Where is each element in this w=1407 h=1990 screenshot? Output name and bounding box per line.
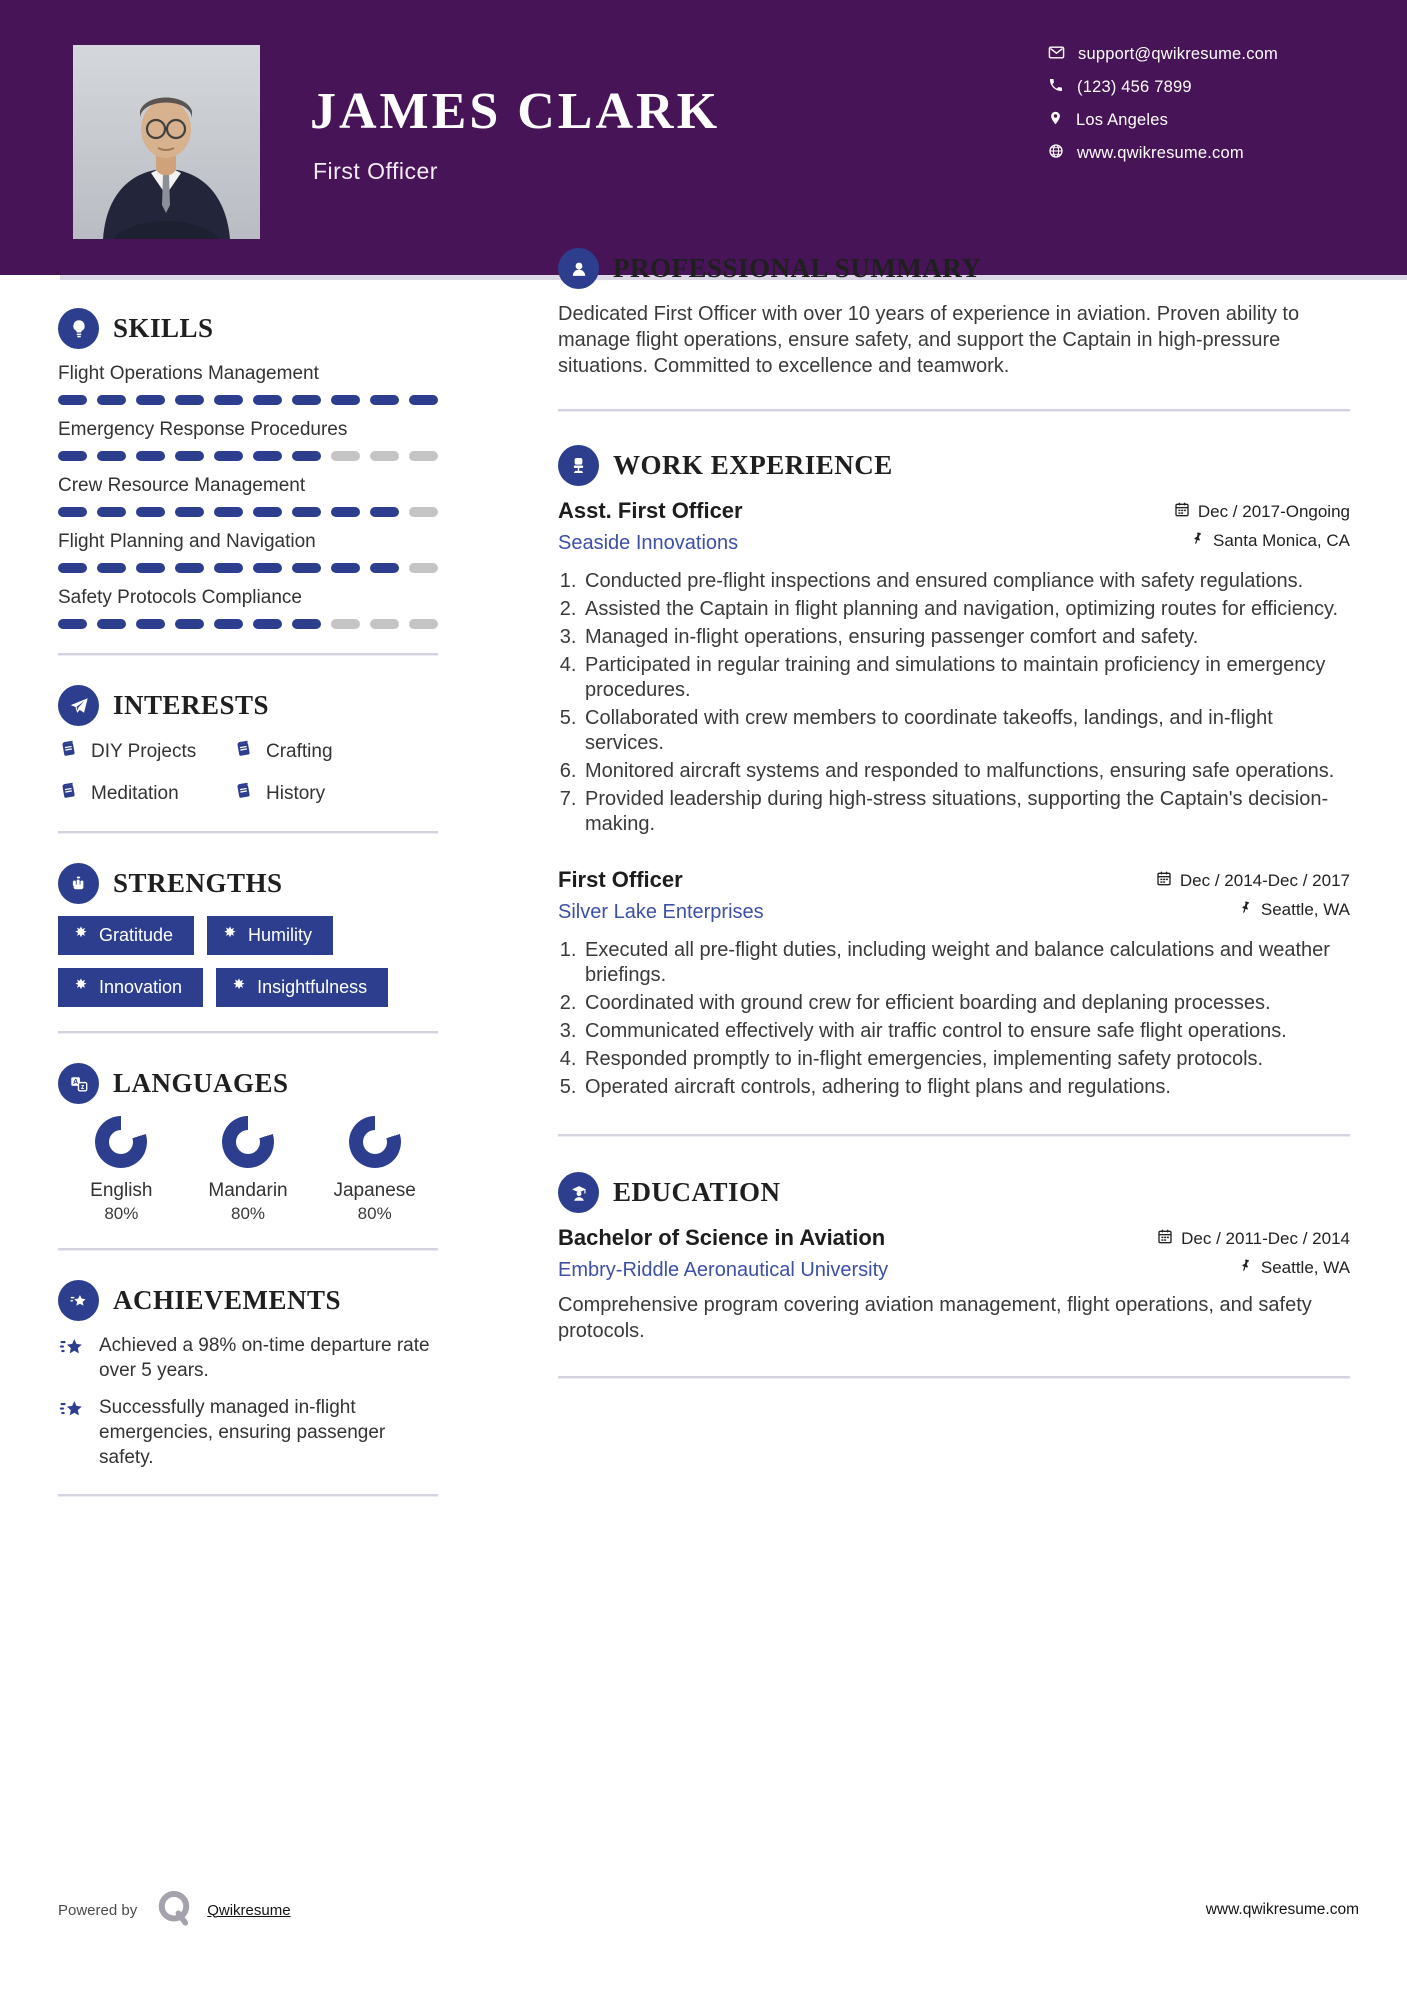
skill-item [58,586,438,629]
skill-dash-filled [136,451,165,461]
job-dates [1156,870,1350,891]
strength-label: Gratitude [99,925,174,945]
education-dates-text: Dec / 2011-Dec / 2014 [1181,1228,1350,1248]
book-icon [58,780,79,807]
section-achievements [58,1280,438,1496]
skill-level-bar [58,507,438,517]
svg-text:A: A [72,1076,78,1086]
language-donut-chart [349,1116,401,1168]
language-donut-chart [222,1116,274,1168]
job-entry [558,498,1350,837]
interest-label: Crafting [266,740,333,762]
section-summary [558,248,1350,411]
phone-icon [1048,77,1064,98]
skill-dash-filled [253,451,282,461]
skill-dash-filled [214,619,243,629]
qwikresume-logo-icon [153,1887,195,1934]
skill-dash-filled [58,395,87,405]
skill-dash-filled [214,451,243,461]
job-bullet: 3. Communicated effectively with air traffic control to ensure safe flight operations. [582,1019,1350,1044]
skills-list [58,362,438,629]
translate-icon [58,1063,99,1104]
interest-item [58,780,233,807]
jobs-list [558,498,1350,1100]
language-item [185,1116,312,1224]
skill-label: Crew Resource Management [58,475,306,496]
contact-email-text: support@qwikresume.com [1078,45,1278,63]
job-dates [1174,501,1350,522]
office-chair-icon [558,445,599,486]
skill-dash-empty [409,563,438,573]
skill-dash-empty [370,451,399,461]
skill-dash-filled [97,507,126,517]
language-item [58,1116,185,1224]
job-bullet: 4. Participated in regular training and simulations to maintain proficiency in emergency procedures. [582,653,1350,703]
skill-dash-empty [331,451,360,461]
achievements-list [58,1333,438,1470]
book-icon [233,780,254,807]
education-entry [558,1225,1350,1344]
achievement-item [58,1395,438,1470]
contact-location-text: Los Angeles [1076,111,1169,129]
skill-label: Flight Operations Management [58,363,319,384]
shooting-star-icon [58,1333,85,1383]
skills-heading: SKILLS [113,313,214,343]
language-donut-chart [95,1116,147,1168]
skill-dash-filled [214,395,243,405]
skill-dash-filled [292,563,321,573]
contact-phone[interactable] [1048,78,1278,97]
calendar-icon [1156,870,1172,891]
location-icon [1048,110,1063,131]
skill-level-bar [58,451,438,461]
skill-dash-filled [214,563,243,573]
strength-badge [58,916,194,955]
skill-dash-filled [253,619,282,629]
section-skills [58,308,438,655]
skill-dash-filled [97,563,126,573]
job-location-text: Santa Monica, CA [1212,531,1350,550]
education-heading: EDUCATION [613,1177,781,1207]
sidebar [58,308,438,1526]
strength-label: Insightfulness [257,977,368,997]
job-company-link[interactable]: Seaside Innovations [558,532,739,554]
interest-item [58,738,233,765]
job-bullets [558,569,1350,837]
graduate-icon [558,1172,599,1213]
contact-list [1048,45,1278,177]
language-percent: 80% [357,1204,392,1223]
footer-url-link[interactable]: www.qwikresume.com [1205,1901,1359,1918]
achievement-text: Achieved a 98% on-time departure rate over 5 years. [99,1335,430,1381]
contact-email[interactable] [1048,45,1278,64]
job-bullet: 2. Coordinated with ground crew for efficient boarding and deplaning processes. [582,991,1350,1016]
globe-icon [1048,143,1064,164]
language-name: Japanese [333,1180,416,1201]
portrait-image [73,45,260,239]
interest-item [233,738,438,765]
skill-dash-filled [97,619,126,629]
skill-dash-filled [58,619,87,629]
interests-heading: INTERESTS [113,690,270,720]
summary-text: Dedicated First Officer with over 10 years of experience in aviation. Proven ability to manage flight operations, ensure safety, and support the Captain in high-pressure situations. Committed to excellence and teamwork. [558,303,1300,377]
contact-phone-text: (123) 456 7899 [1077,78,1192,96]
divider [58,831,438,833]
section-strengths [58,863,438,1033]
pushpin-icon [1238,900,1253,920]
divider [58,1248,438,1250]
skill-level-bar [58,619,438,629]
skill-dash-filled [253,507,282,517]
job-bullet: 1. Conducted pre-flight inspections and ensured compliance with safety regulations. [582,569,1350,594]
pushpin-icon [1190,531,1205,551]
skill-dash-filled [136,507,165,517]
skill-dash-filled [214,507,243,517]
job-dates-text: Dec / 2014-Dec / 2017 [1179,870,1350,890]
job-bullet: 6. Monitored aircraft systems and responded to malfunctions, ensuring safe operations. [582,759,1350,784]
paper-plane-icon [58,685,99,726]
job-company-link[interactable]: Silver Lake Enterprises [558,901,764,923]
education-description: Comprehensive program covering aviation management, flight operations, and safety protocols. [558,1294,1312,1342]
skill-dash-filled [292,507,321,517]
job-bullet: 5. Operated aircraft controls, adhering to flight plans and regulations. [582,1075,1350,1100]
person-icon [558,248,599,289]
section-languages [58,1063,438,1250]
interest-label: Meditation [91,782,179,804]
strength-label: Humility [248,925,313,945]
section-education [558,1172,1350,1378]
skill-dash-filled [409,395,438,405]
skill-item [58,362,438,405]
language-percent: 80% [230,1204,266,1223]
interest-item [233,780,438,807]
divider [58,1494,438,1496]
lightbulb-icon [58,308,99,349]
job-dates-text: Dec / 2017-Ongoing [1197,501,1350,521]
skill-dash-filled [331,395,360,405]
achievement-text: Successfully managed in-flight emergencies, ensuring passenger safety. [99,1397,386,1468]
strengths-heading: STRENGTHS [113,868,283,898]
language-name: Mandarin [208,1180,288,1201]
skill-dash-filled [331,507,360,517]
book-icon [233,738,254,765]
powered-by-label: Powered by [58,1901,138,1919]
job-location [1238,900,1350,920]
experience-heading: WORK EXPERIENCE [613,450,893,480]
book-icon [58,738,79,765]
qwikresume-brand-link[interactable]: Qwikresume [207,1901,291,1919]
svg-text:z: z [80,1083,84,1091]
skill-dash-filled [97,395,126,405]
email-icon [1048,44,1065,66]
shooting-star-circle-icon [58,1280,99,1321]
skill-dash-filled [292,451,321,461]
job-title: First Officer [558,867,683,892]
skill-label: Emergency Response Procedures [58,419,348,440]
summary-heading: PROFESSIONAL SUMMARY [613,253,982,283]
job-bullet: 7. Provided leadership during high-stress situations, supporting the Captain's decision-making. [582,787,1350,837]
divider [558,409,1350,411]
skill-dash-filled [370,507,399,517]
skill-dash-filled [370,563,399,573]
contact-website-text: www.qwikresume.com [1077,144,1244,162]
skill-dash-filled [292,395,321,405]
strength-label: Innovation [99,977,183,997]
language-name: English [90,1180,153,1201]
job-bullet: 1. Executed all pre-flight duties, including weight and balance calculations and weather briefings. [582,938,1350,988]
education-dates [1157,1228,1350,1249]
job-bullet: 4. Responded promptly to in-flight emergencies, implementing safety protocols. [582,1047,1350,1072]
skill-item [58,474,438,517]
languages-list [58,1116,438,1224]
divider [558,1376,1350,1378]
skill-dash-filled [58,507,87,517]
skill-dash-filled [97,451,126,461]
skill-level-bar [58,395,438,405]
profile-photo [73,45,260,239]
language-item [311,1116,438,1224]
job-title: Asst. First Officer [558,498,743,523]
school-link[interactable]: Embry-Riddle Aeronautical University [558,1259,889,1281]
calendar-icon [1157,1228,1173,1249]
skill-dash-filled [136,619,165,629]
skill-dash-filled [58,451,87,461]
achievements-heading: ACHIEVEMENTS [113,1285,342,1315]
interest-label: DIY Projects [91,740,197,762]
skill-label: Safety Protocols Compliance [58,587,302,608]
contact-website[interactable] [1048,144,1278,163]
interest-label: History [266,782,326,804]
starburst-icon [73,925,89,946]
starburst-icon [222,925,238,946]
starburst-icon [231,977,247,998]
skill-dash-filled [136,563,165,573]
job-bullet: 3. Managed in-flight operations, ensuring passenger comfort and safety. [582,625,1350,650]
skill-dash-filled [253,395,282,405]
skill-dash-empty [331,619,360,629]
starburst-icon [73,977,89,998]
job-entry [558,867,1350,1100]
pushpin-icon [1238,1258,1253,1278]
header [0,0,1407,275]
section-experience [558,445,1350,1136]
contact-location [1048,111,1278,130]
skill-dash-filled [253,563,282,573]
skill-dash-filled [58,563,87,573]
interests-list [58,738,438,807]
skill-dash-filled [370,395,399,405]
skill-dash-filled [331,563,360,573]
strength-badge [216,968,388,1007]
skill-dash-empty [409,507,438,517]
education-location [1238,1258,1350,1278]
strengths-list [58,916,438,1007]
skill-dash-filled [175,507,204,517]
skill-dash-filled [175,563,204,573]
job-location [1190,531,1350,551]
fist-icon [58,863,99,904]
shooting-star-icon [58,1395,85,1470]
skill-dash-filled [175,619,204,629]
language-percent: 80% [104,1204,139,1223]
main-content [558,248,1350,1378]
person-title: First Officer [313,158,438,184]
skill-level-bar [58,563,438,573]
languages-heading: LANGUAGES [113,1068,289,1098]
achievement-item [58,1333,438,1383]
footer [58,1888,1359,1932]
divider [58,653,438,655]
divider [58,1031,438,1033]
skill-dash-filled [175,451,204,461]
skill-dash-empty [409,619,438,629]
job-bullets [558,938,1350,1100]
skill-dash-filled [175,395,204,405]
job-location-text: Seattle, WA [1260,900,1350,919]
skill-item [58,418,438,461]
skill-label: Flight Planning and Navigation [58,531,316,552]
degree-title: Bachelor of Science in Aviation [558,1225,886,1250]
job-bullet: 5. Collaborated with crew members to coordinate takeoffs, landings, and in-flight services. [582,706,1350,756]
person-name: JAMES CLARK [310,83,721,140]
divider [558,1134,1350,1136]
strength-badge [58,968,203,1007]
skill-dash-empty [409,451,438,461]
skill-dash-filled [136,395,165,405]
skill-dash-filled [292,619,321,629]
skill-item [58,530,438,573]
strength-badge [207,916,333,955]
skill-dash-empty [370,619,399,629]
calendar-icon [1174,501,1190,522]
job-bullet: 2. Assisted the Captain in flight planning and navigation, optimizing routes for efficiency. [582,597,1350,622]
section-interests [58,685,438,833]
education-location-text: Seattle, WA [1260,1258,1350,1277]
